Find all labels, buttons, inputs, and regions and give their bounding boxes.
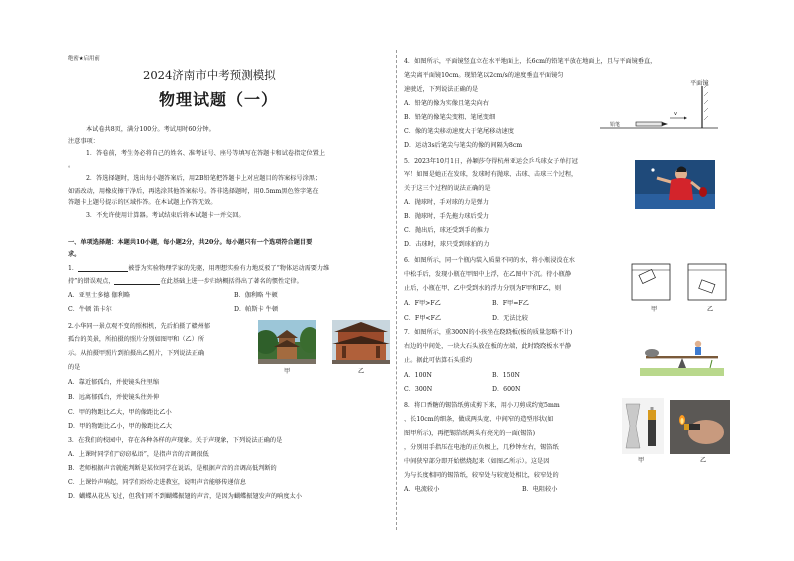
q1-stem-b: 持”的错误观点， [68, 278, 115, 285]
q6-option-b: B．F甲=F乙 [492, 300, 529, 307]
q4-stem-3: 速驶近，下列说法正确的是 [404, 86, 479, 93]
q2-stem-3: 示。从拍摄甲照片到拍摄出乙照片，下列说法正确 [68, 350, 205, 357]
q2-img-label-a: 甲 [284, 368, 291, 375]
mirror-label: 平面镜 [690, 80, 709, 87]
exam-subtitle: 物理试题（一） [159, 90, 279, 109]
notes-label: 注意事项： [68, 138, 99, 145]
q1-stem-2 [68, 278, 303, 285]
bottle-diagram [630, 258, 730, 302]
q4-stem-1: 4．如图所示，平面镜竖直立在水平地面上，长6cm的铅笔平放在地面上，且与平面镜垂直， [404, 58, 657, 65]
q2-option-d: D．甲的物距比乙小，甲的像距比乙大 [68, 423, 172, 430]
note-2a: 2．答选择题时，选出每小题答案后，用2B铅笔把答题卡上对应题目的答案标号涂黑； [86, 175, 322, 182]
q7-stem-3: 止。据此可估算石头重约 [404, 357, 473, 364]
q4-option-a: A．铅笔的像为实像且笔尖向右 [404, 100, 489, 107]
foil-burning-photo-b [670, 400, 730, 454]
q7-option-a: A．100N [404, 372, 432, 379]
q8-stem-5: 中间狭窄部分即开始燃烧起来（如图乙所示）。这是因 [404, 458, 550, 465]
q1-stem-c: 在此基础上进一步归纳概括得出了著名的惯性定律。 [160, 278, 303, 285]
q2-option-b: B．远离郁孤台，并使镜头往外伸 [68, 394, 160, 401]
q1-option-d: D．帕斯卡 牛顿 [234, 306, 279, 313]
q1-option-b: B．伽利略 牛顿 [234, 292, 278, 299]
q8-option-b: B．电阻较小 [522, 486, 558, 493]
q8-option-a: A．电流较小 [404, 486, 440, 493]
q3-option-b: B．老师根据声音就能判断是某位同学在说话，是根据声音的音调高低判断的 [68, 465, 277, 472]
q3-option-c: C．上课铃声响起，同学们纷纷走进教室，说明声音能够传递信息 [68, 479, 246, 486]
q3-option-d: D．蝴蝶从花丛飞过，但我们听不到蝴蝶振翅的声音，是因为蝴蝶振翅发声的响度太小 [68, 493, 302, 500]
note-2c: 答题卡上题号提示的区域作答。在本试题上作答无效。 [68, 199, 217, 206]
q6-stem-2: 中松手后，发现小瓶在甲图中上浮，在乙图中下沉。待小瓶静 [404, 271, 572, 278]
q1-number: 1． [68, 265, 79, 272]
note-2b: 如需改动，用橡皮擦干净后，再选涂其他答案标号。答非选择题时，用0.5mm黑色签字笔在 [68, 188, 319, 195]
q6-img-label-b: 乙 [707, 306, 714, 313]
q5-option-b: B．抛球时，手先拖力球后受力 [404, 213, 489, 220]
q6-option-c: C．F甲<F乙 [404, 315, 442, 322]
table-tennis-photo [635, 160, 715, 209]
q5-stem-1: 5．2023年10月1日，孙颖莎夺得杭州亚运会乒乓球女子单打冠 [404, 158, 578, 165]
q8-img-label-a: 甲 [638, 457, 645, 464]
q2-stem-2: 孤台的美景，所拍摄的照片分别如图甲和（乙）所 [68, 336, 205, 343]
q1-blank-1 [78, 265, 128, 272]
q1-stem [68, 265, 329, 272]
q8-stem-4: ，分别用手指压在电池的正负极上，几秒钟左右，锡箔纸 [404, 444, 559, 451]
q5-option-d: D．击球时，球只受到球拍的力 [404, 241, 490, 248]
q8-stem-6: 为与长度相同的锡箔纸，较窄处与较宽处相比，较窄处的 [404, 472, 559, 479]
q7-option-b: B．150N [492, 372, 520, 379]
seesaw-diagram [640, 336, 724, 376]
q6-stem-3: 止后，小瓶在甲、乙中受到水的浮力分别为F甲和F乙，则 [404, 285, 562, 292]
section-1-heading-cont: 求。 [68, 251, 81, 258]
velocity-label: v [674, 111, 677, 117]
q2-stem-1: 2.小华同一景点观不变的照相机，先后拍摄了赣州郁 [68, 323, 211, 330]
q3-option-a: A．上课时同学们“窃窃私语”，是指声音的音调很低 [68, 451, 209, 458]
q2-option-a: A．靠近郁孤台，并使镜头往里缩 [68, 379, 160, 386]
q4-option-c: C．像的笔尖移动速度大于笔尾移动速度 [404, 128, 514, 135]
pavilion-photo-a [258, 320, 316, 364]
q1-option-a: A．亚里士多德 伽利略 [68, 292, 131, 299]
q6-img-label-a: 甲 [651, 306, 658, 313]
notes-line: 本试卷共8页，满分100分。考试用时60分钟。 [86, 126, 215, 133]
foil-battery-photo-a [622, 398, 664, 454]
q3-stem: 3．在我们的校园中，存在各种各样的声现象。关于声现象，下列说法正确的是 [68, 437, 283, 444]
q1-blank-2 [114, 278, 160, 285]
q1-stem-a: 被誉为实验物理学家的先驱，用理想实验有力地反驳了“物体运动需要力维 [128, 265, 330, 272]
q8-img-label-b: 乙 [700, 457, 707, 464]
q7-option-c: C．300N [404, 386, 433, 393]
q5-option-c: C．抛出后，球还受到手的推力 [404, 227, 490, 234]
q7-stem-2: 右边的中间处，一块大石头放在板的左端，此时跷跷板水平静 [404, 343, 572, 350]
q4-option-b: B．铅笔的像笔尖变粗、笔尾变细 [404, 114, 496, 121]
q7-option-d: D．600N [492, 386, 521, 393]
q2-option-c: C．甲的物距比乙大，甲的像距比乙小 [68, 409, 172, 416]
note-3: 3．不允许使用计算器。考试结束后将本试题卡一并交回。 [86, 212, 245, 219]
q5-option-a: A．抛球时，手对球的力是弹力 [404, 199, 489, 206]
q1-option-c: C．牛顿 笛卡尔 [68, 306, 112, 313]
q6-stem-1: 6．如图所示，同一个瓶内装入质量不同的水，将小瓶浸没在水 [404, 257, 575, 264]
q5-stem-3: 关于这三个过程的说法正确的是 [404, 185, 491, 192]
column-divider [396, 50, 397, 530]
exam-title: 2024济南市中考预测模拟 [143, 68, 276, 82]
q6-option-d: D．无法比较 [492, 315, 528, 322]
q4-stem-2: 笔尖离平面镜10cm。现铅笔以2cm/s的速度垂直平面镜匀 [404, 72, 564, 79]
note-1b: 。 [68, 162, 75, 169]
q5-stem-2: 军！如图是她正在发球，发球时有抛球、击球、击球三个过程， [404, 171, 578, 178]
note-1a: 1．答卷前，考生务必将自己的姓名、准考证号、座号等填写在答题卡和试卷指定位置上 [86, 150, 326, 157]
pencil-label: 铅笔 [610, 122, 621, 128]
q6-option-a: A．F甲>F乙 [404, 300, 441, 307]
secret-mark: 绝密★启用前 [68, 56, 100, 62]
section-1-heading: 一、单项选择题：本题共10小题，每小题2分，共20分。每小题只有一个选项符合题目要 [68, 239, 313, 246]
q8-stem-3: 图甲所示)，再把锡箔纸两头有亮光的一面(锡箔) [404, 430, 535, 437]
q7-stem-1: 7．如图所示，重300N的小孩坐在跷跷板(板的质量忽略不计) [404, 329, 573, 336]
q2-img-label-b: 乙 [358, 368, 365, 375]
q8-stem-1: 8．将口香糖的锡箔纸剪成剪下来，用小刀剪成约宽5mm [404, 402, 560, 409]
q8-stem-2: 、长10cm的细条，做成两头宽、中间窄的造型形状(如 [404, 416, 554, 423]
mirror-pencil-diagram [600, 80, 718, 132]
pavilion-photo-b [332, 320, 390, 364]
q2-stem-4: 的是 [68, 364, 81, 371]
q4-option-d: D．运动3s后笔尖与笔尖的像的间隔为8cm [404, 142, 523, 149]
